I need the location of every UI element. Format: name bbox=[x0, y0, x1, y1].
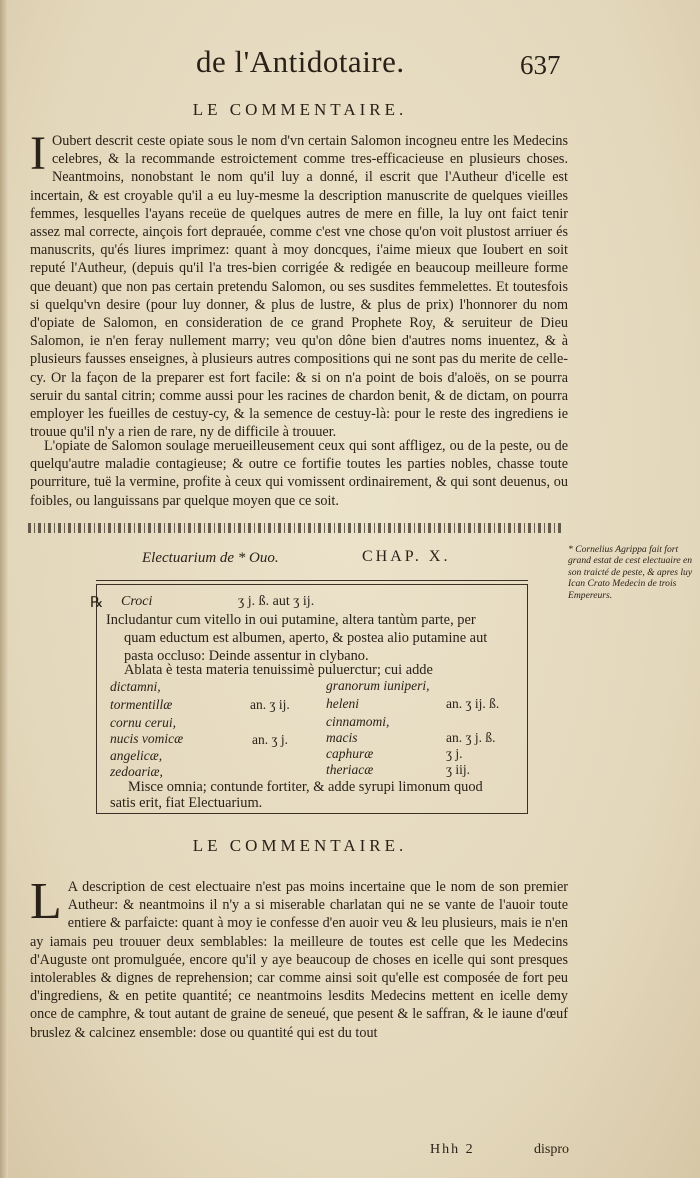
drop-cap-l: L bbox=[30, 873, 62, 930]
ingredient-left-6: zedoariæ, bbox=[110, 764, 163, 779]
commentary-paragraph-1 bbox=[30, 127, 568, 441]
section-heading-commentaire-1: LE COMMENTAIRE. bbox=[192, 100, 408, 119]
ingredient-right-2: heleni bbox=[326, 696, 359, 711]
chapter-title: Electuarium de * Ouo. bbox=[142, 550, 279, 566]
recipe-line-3: pasta occluso: Deinde assentur in clybano. bbox=[124, 648, 369, 664]
recipe-symbol: ℞ bbox=[90, 595, 104, 611]
recipe-first-ingredient: Croci bbox=[121, 594, 153, 609]
right-dose-4: ʒ iij. bbox=[446, 762, 470, 777]
recipe-first-dose: ʒ j. ß. aut ʒ ij. bbox=[238, 594, 315, 609]
ingredient-right-5: caphuræ bbox=[326, 746, 374, 761]
recipe-line-4: Ablata è testa materia tenuissimè puluerctur; cui adde bbox=[124, 662, 433, 678]
ingredient-right-6: theriacæ bbox=[326, 762, 374, 777]
right-dose-1: an. ʒ ij. ß. bbox=[446, 696, 500, 711]
recipe-line-2: quam eductum est albumen, aperto, & postea alio putamine aut bbox=[124, 630, 488, 646]
commentary-paragraph-3 bbox=[30, 873, 568, 1042]
paragraph-3-text: A description de cest electuaire n'est pas moins incertaine que le nom de son premier Autheur: & neantmoins il n'y a si miserable charlatan qui ne se vante de l'auoir toute entiere & parfaicte: quant à moy ie confesse d'en auoir veu & leu plusieurs, mais ie n'en ay iamais peu trouuer deux semblables: la meilleure de toutes est celle que les Medecins d'Auguste ont promulguée, encore qu'il y aye beaucoup de choses en icelle qui sont presques intolerables & dignes de reprehension; car comme ainsi soit qu'elle est composée de fort peu d'ingrediens, & en petite quantité; ce neantmoins lesdits Medecins mettent en icelle demy once de camphre, & tout autant de graine de seneué, que pesent & le saffran, & le iaune d'œuf bruslez & calcinez ensemble: dose ou quantité qui est du tout bbox=[30, 879, 568, 1041]
ingredient-left-3: cornu cerui, bbox=[110, 715, 176, 730]
ingredient-left-2: tormentillæ bbox=[110, 697, 173, 712]
ornamental-divider bbox=[28, 523, 563, 533]
left-dose-1: an. ʒ ij. bbox=[250, 697, 290, 712]
recipe-line-1: Includantur cum vitello in oui putamine, altera tantùm parte, per bbox=[106, 612, 476, 628]
recipe-line-5: Misce omnia; contunde fortiter, & adde syrupi limonum quod bbox=[128, 779, 483, 795]
chapter-label: CHAP. X. bbox=[362, 548, 451, 565]
ingredient-right-3: cinnamomi, bbox=[326, 714, 390, 729]
ingredient-right-1: granorum iuniperi, bbox=[326, 678, 430, 693]
ingredient-right-4: macis bbox=[326, 730, 358, 745]
page-number: 637 bbox=[520, 50, 561, 80]
catchword: dispro bbox=[534, 1142, 569, 1157]
paragraph-2-text: L'opiate de Salomon soulage merueilleusement ceux qui sont affligez, ou de la peste, ou de quelqu'autre maladie contagieuse; & outre ce fortifie toutes les parties nobles, chasse toute pourriture, tuë la vermine, profite à ceux qui vomissent ordinairement, & qui sont deuenus, ou foibles, ou languissans par quelque moyen que ce soit. bbox=[30, 438, 568, 509]
recipe-line-6: satis erit, fiat Electuarium. bbox=[110, 795, 263, 811]
recipe-top-rule bbox=[96, 580, 528, 581]
right-dose-2: an. ʒ j. ß. bbox=[446, 730, 496, 745]
ingredient-left-5: angelicæ, bbox=[110, 748, 163, 763]
drop-cap-i: I bbox=[30, 127, 46, 180]
commentary-paragraph-2 bbox=[30, 437, 568, 510]
paragraph-1-text: Oubert descrit ceste opiate sous le nom d'vn certain Salomon incogneu entre les Medecins celebres, & la recommande estroictement comme tres-efficacieuse en plusieurs choses. Neantmoins, nonobstant le nom qu'il luy a donné, il escrit que l'Autheur d'icelle est incertain, & est croyable qu'il a eu luy-mesme la description manuscrite de quelques vieilles femmes, lesquelles l'ayans receüe de quelques autres de mere en fille, la luy ont faict tenir assez mal correcte, ainçois fort deprauée, comme c'est vne chose qu'on voit plustost arriuer és manuscrits, qu'és liures imprimez: quant à moy doncques, i'aime mieux que Ioubert en soit reputé l'Autheur, (depuis qu'il l'a tres-bien corrigée & redigée en beaucoup meilleure forme que deuant) que non pas certain pretendu Salomon, ou ses susdites femmelettes. Et toutesfois si quelqu'vn desire (pour luy donner, & plus de lustre, & plus de prix) l'honnorer du nom d'opiate de Salomon, en consideration de ce grand Prophete Roy, & seruiteur de Dieu Salomon, ie n'en feray nullement marry; veu qu'on dône bien d'autres noms inuentez, & à plusieurs fausses enseignes, à plusieurs autres compositions qui ne sont pas du merite de celle-cy. Or la façon de la preparer est fort facile: & si on n'a point de bois d'aloës, on se pourra seruir du santal citrin; comme aussi pour les racines de chardon benit, & de dictam, on pourra employer les fueilles de cestuy-cy, & la semence de cestuy-là: pour le reste des ingrediens ie trouue qu'il n'y a rien de rare, ny de difficile à trouuer. bbox=[30, 133, 568, 441]
section-heading-commentaire-2: LE COMMENTAIRE. bbox=[192, 836, 408, 855]
signature-mark: Hhh 2 bbox=[430, 1142, 475, 1157]
ingredient-left-4: nucis vomicæ bbox=[110, 731, 184, 746]
ingredient-left-1: dictamni, bbox=[110, 679, 161, 694]
margin-note: * Cornelius Agrippa fait fort grand estat de cest electuaire en son traicté de peste, & apres luy Ican Crato Medecin de trois Empereurs. bbox=[568, 544, 693, 601]
right-dose-3: ʒ j. bbox=[446, 746, 463, 761]
left-dose-2: an. ʒ j. bbox=[252, 732, 288, 747]
running-header: de l'Antidotaire. bbox=[196, 44, 405, 79]
page-binding-edge bbox=[0, 0, 8, 1178]
